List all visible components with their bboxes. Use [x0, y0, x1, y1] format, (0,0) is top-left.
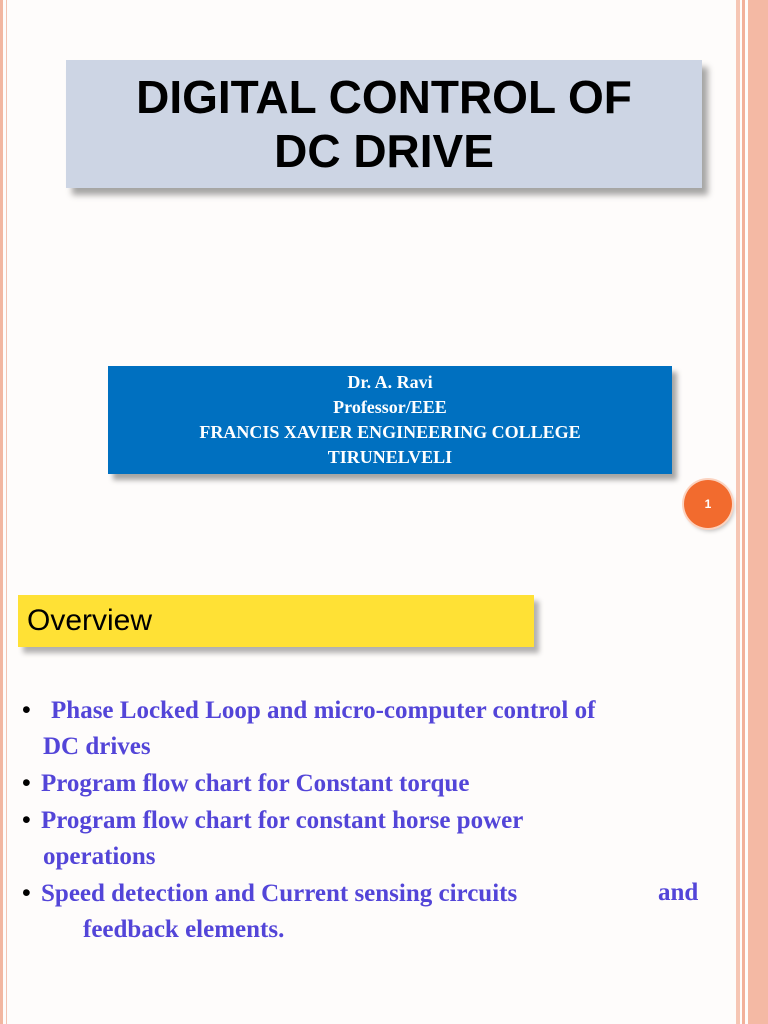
- right-border-stripe: [736, 0, 740, 1024]
- left-border-thin-line: [6, 0, 7, 1024]
- bullet-text: and: [658, 879, 699, 906]
- author-position: Professor/EEE: [333, 397, 447, 417]
- list-item-continuation: [22, 729, 722, 765]
- list-item: [22, 875, 722, 912]
- bullet-marker: •: [22, 806, 31, 834]
- bullet-text: DC drives: [43, 733, 151, 760]
- bullet-marker: •: [22, 769, 31, 797]
- left-border-line: [0, 0, 3, 1024]
- bullet-text: Speed detection and Current sensing circuits: [41, 880, 518, 907]
- list-item-continuation: [22, 912, 722, 948]
- author-city: TIRUNELVELI: [327, 447, 453, 467]
- list-item-continuation: [22, 839, 722, 875]
- slide-title-box: [66, 60, 702, 188]
- bullet-text: Program flow chart for Constant torque: [41, 770, 470, 797]
- list-item: [22, 802, 722, 839]
- author-name: Dr. A. Ravi: [347, 372, 433, 392]
- list-item: [22, 765, 722, 802]
- author-info-box: [108, 366, 672, 474]
- slide-title-line-1: DIGITAL CONTROL OF: [136, 71, 632, 123]
- overview-heading-box: [18, 595, 534, 647]
- bullet-text: feedback elements.: [83, 916, 285, 943]
- overview-heading: Overview: [27, 604, 153, 637]
- slide-title-line-2: DC DRIVE: [274, 125, 494, 177]
- right-border-band: [748, 0, 768, 1024]
- page-number-badge: 1: [684, 480, 732, 528]
- author-college: FRANCIS XAVIER ENGINEERING COLLEGE: [199, 422, 581, 442]
- bullet-marker: •: [22, 879, 31, 907]
- bullet-text: operations: [43, 843, 156, 870]
- right-border-stripe: [742, 0, 745, 1024]
- bullet-list: [22, 692, 722, 948]
- bullet-text: Program flow chart for constant horse power: [41, 807, 524, 834]
- bullet-marker: •: [22, 696, 31, 724]
- bullet-text: Phase Locked Loop and micro-computer control of: [51, 697, 596, 724]
- list-item: [22, 692, 722, 729]
